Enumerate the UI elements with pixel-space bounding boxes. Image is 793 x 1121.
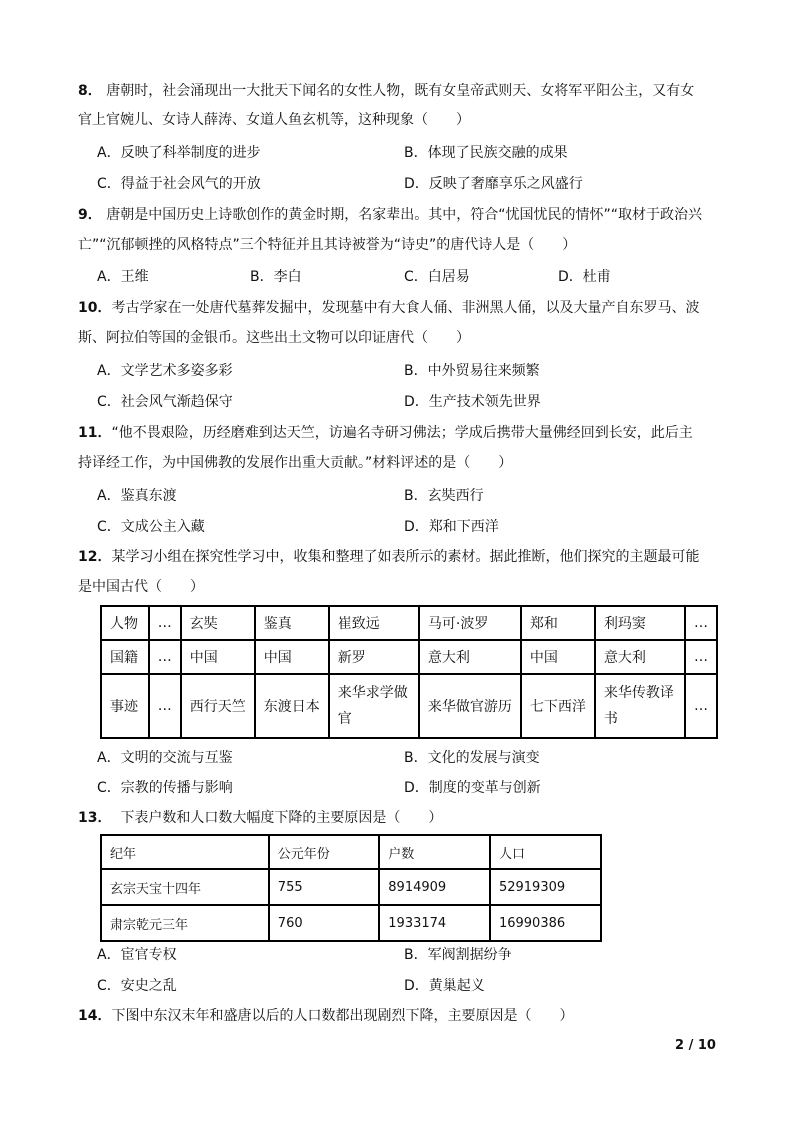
question-10-option-a[interactable]: A．文学艺术多姿多彩 [97,363,233,379]
table-cell: … [149,606,181,640]
question-10-number: 10． [78,300,112,316]
table-row [101,674,717,738]
question-12-line-1 [78,547,699,567]
question-13-number: 13． [78,810,112,826]
table-cell: … [685,606,717,640]
question-8-option-b[interactable]: B．体现了民族交融的成果 [404,145,568,161]
question-8-option-d[interactable]: D．反映了奢靡享乐之风盛行 [404,176,583,192]
question-9-option-d[interactable]: D．杜甫 [558,269,611,285]
table-cell: 来华做官游历 [419,674,521,738]
table-cell: 崔致远 [329,606,419,640]
question-9-option-b[interactable]: B．李白 [250,269,302,285]
table-cell: 来华传教译书 [595,674,685,738]
table-cell: 755 [269,869,379,905]
question-10-line-1 [78,298,699,318]
question-13-option-a[interactable]: A．宦官专权 [97,947,177,963]
table-row [101,905,601,941]
question-11-text-1: “他不畏艰险，历经磨难到达天竺，访遍名寺研习佛法；学成后携带大量佛经回到长安，此后主 [111,425,693,441]
question-8-line-2: 官上官婉儿、女诗人薛涛、女道人鱼玄机等，这种现象（ ） [78,112,470,128]
question-11-option-b[interactable]: B．玄奘西行 [404,488,484,504]
table-historical-figures [100,605,718,739]
table-cell: 中国 [255,640,329,674]
question-9-option-c[interactable]: C．白居易 [404,269,470,285]
table-cell: 鉴真 [255,606,329,640]
question-8-option-a[interactable]: A．反映了科举制度的进步 [97,145,261,161]
table-cell: 玄宗天宝十四年 [101,869,269,905]
table-cell: 玄奘 [181,606,255,640]
table-cell: 郑和 [521,606,595,640]
question-12-number: 12． [78,549,112,565]
question-11-line-1 [78,423,693,443]
table-cell: 利玛窦 [595,606,685,640]
table-row [101,869,601,905]
table-cell: 意大利 [419,640,521,674]
question-13-text-1: 下表户数和人口数大幅度下降的主要原因是（ ） [120,810,443,826]
table-cell: … [149,640,181,674]
table-header-cell: 公元年份 [269,835,379,869]
question-8-number: 8． [78,83,102,99]
table-cell: 新罗 [329,640,419,674]
table-cell: 马可·波罗 [419,606,521,640]
table-row [101,606,717,640]
table-cell: 760 [269,905,379,941]
table-cell: 来华求学做官 [329,674,419,738]
table-cell: … [149,674,181,738]
question-13-line-1 [78,808,442,828]
table-header-cell: 户数 [379,835,490,869]
question-11-line-2: 持译经工作，为中国佛教的发展作出重大贡献。”材料评述的是（ ） [78,455,513,471]
question-9-text-1: 唐朝是中国历史上诗歌创作的黄金时期，名家辈出。其中，符合“忧国忧民的情怀”“取材于政治兴 [106,207,702,223]
question-10-text-1: 考古学家在一处唐代墓葬发掘中，发现墓中有大食人俑、非洲黑人俑，以及大量产自东罗马、波 [111,300,700,316]
question-10-option-d[interactable]: D．生产技术领先世界 [404,394,541,410]
question-11-option-c[interactable]: C．文成公主入藏 [97,519,205,535]
question-11-number: 11． [78,425,112,441]
table-cell: 16990386 [490,905,601,941]
question-12-option-c[interactable]: C．宗教的传播与影响 [97,780,233,796]
table-cell: 52919309 [490,869,601,905]
question-9-number: 9． [78,207,102,223]
question-14-number: 14． [78,1008,112,1024]
question-13-option-b[interactable]: B．军阀割据纷争 [404,947,512,963]
question-8-text-1: 唐朝时，社会涌现出一大批天下闻名的女性人物，既有女皇帝武则天、女将军平阳公主，又有女 [106,83,695,99]
table-cell: 东渡日本 [255,674,329,738]
question-10-line-2: 斯、阿拉伯等国的金银币。这些出土文物可以印证唐代（ ） [78,330,470,346]
table-cell: 中国 [181,640,255,674]
question-12-line-2: 是中国古代（ ） [78,579,204,595]
table-header-cell: 纪年 [101,835,269,869]
question-12-option-d[interactable]: D．制度的变革与创新 [404,780,541,796]
question-9-option-a[interactable]: A．王维 [97,269,149,285]
table-cell: 1933174 [379,905,490,941]
question-9-line-1 [78,205,702,225]
question-14-line-1 [78,1006,573,1026]
question-12-option-b[interactable]: B．文化的发展与演变 [404,750,540,766]
table-row [101,640,717,674]
table-cell: 人物 [101,606,149,640]
table-header-cell: 人口 [490,835,601,869]
table-population [100,834,602,942]
table-cell: 西行天竺 [181,674,255,738]
table-cell: … [685,640,717,674]
question-10-option-b[interactable]: B．中外贸易往来频繁 [404,363,540,379]
table-cell: 8914909 [379,869,490,905]
table-cell: 事迹 [101,674,149,738]
question-11-option-d[interactable]: D．郑和下西洋 [404,519,499,535]
question-8-option-c[interactable]: C．得益于社会风气的开放 [97,176,261,192]
question-12-option-a[interactable]: A．文明的交流与互鉴 [97,750,233,766]
question-14-text-1: 下图中东汉末年和盛唐以后的人口数都出现剧烈下降，主要原因是（ ） [111,1008,574,1024]
table-cell: 中国 [521,640,595,674]
table-cell: 七下西洋 [521,674,595,738]
page-number: 2 / 10 [675,1038,716,1053]
question-13-option-d[interactable]: D．黄巢起义 [404,978,485,994]
question-11-option-a[interactable]: A．鉴真东渡 [97,488,177,504]
table-cell: 国籍 [101,640,149,674]
table-cell: 意大利 [595,640,685,674]
table-header-row [101,835,601,869]
table-cell: 肃宗乾元三年 [101,905,269,941]
question-12-text-1: 某学习小组在探究性学习中，收集和整理了如表所示的素材。据此推断，他们探究的主题最可能 [111,549,700,565]
question-8-line-1 [78,81,694,101]
question-13-option-c[interactable]: C．安史之乱 [97,978,177,994]
table-cell: … [685,674,717,738]
question-9-line-2: 亡”“沉郁顿挫的风格特点”三个特征并且其诗被誉为“诗史”的唐代诗人是（ ） [78,237,577,253]
question-10-option-c[interactable]: C．社会风气渐趋保守 [97,394,233,410]
